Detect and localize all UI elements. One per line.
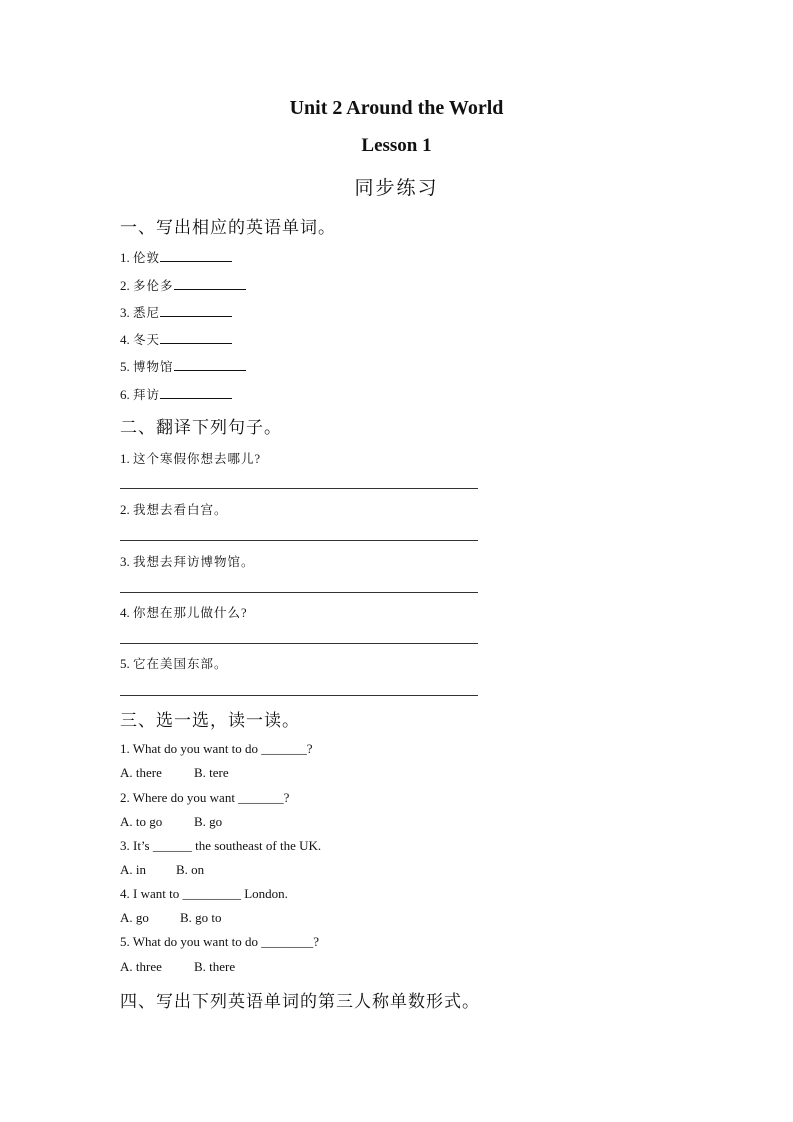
lesson-title: Lesson 1: [361, 135, 432, 156]
question-1: 1. What do you want to do _______?: [120, 741, 313, 756]
option-b[interactable]: B. on: [176, 862, 205, 877]
answer-line[interactable]: [120, 488, 478, 489]
item-text: 悉尼: [133, 306, 161, 320]
item-text: 它在美国东部。: [133, 657, 228, 671]
answer-blank[interactable]: [160, 304, 232, 317]
item-number: 4.: [120, 605, 130, 620]
item-text: 我想去拜访博物馆。: [133, 555, 255, 569]
item-number: 2.: [120, 502, 130, 517]
question-5: 5. What do you want to do ________?: [120, 934, 320, 949]
item-text: 我想去看白宫。: [133, 503, 228, 517]
answer-blank[interactable]: [174, 277, 246, 290]
item-number: 3.: [120, 554, 130, 569]
item-number: 5.: [120, 359, 130, 374]
answer-line[interactable]: [120, 592, 478, 593]
item-number: 1.: [120, 451, 130, 466]
section2-item-3: [120, 552, 255, 570]
item-text: 伦敦: [133, 251, 161, 265]
answer-line[interactable]: [120, 540, 478, 541]
question-4-options: [120, 910, 222, 926]
option-a[interactable]: A. go: [120, 910, 149, 925]
section1-item-2: [120, 276, 246, 294]
option-a[interactable]: A. three: [120, 959, 162, 974]
item-text: 多伦多: [133, 279, 174, 293]
section1-item-6: [120, 385, 232, 403]
section2-heading: 二、翻译下列句子。: [120, 418, 282, 437]
option-b[interactable]: B. tere: [194, 765, 229, 780]
item-text: 拜访: [133, 388, 161, 402]
item-text: 这个寒假你想去哪儿?: [133, 452, 262, 466]
question-2-options: [120, 814, 222, 830]
option-b[interactable]: B. go to: [180, 910, 222, 925]
section1-item-5: [120, 357, 246, 375]
item-text: 冬天: [133, 333, 161, 347]
option-b[interactable]: B. go: [194, 814, 223, 829]
option-b[interactable]: B. there: [194, 959, 236, 974]
option-a[interactable]: A. there: [120, 765, 162, 780]
item-number: 5.: [120, 656, 130, 671]
question-4: 4. I want to _________ London.: [120, 886, 288, 901]
answer-blank[interactable]: [160, 331, 232, 344]
item-number: 2.: [120, 278, 130, 293]
section2-item-2: [120, 500, 228, 518]
answer-line[interactable]: [120, 643, 478, 644]
section1-item-3: [120, 303, 232, 321]
section1-item-1: [120, 248, 232, 266]
question-5-options: [120, 959, 235, 975]
answer-line[interactable]: [120, 695, 478, 696]
item-number: 4.: [120, 332, 130, 347]
item-number: 6.: [120, 387, 130, 402]
section4-heading: 四、写出下列英语单词的第三人称单数形式。: [120, 992, 480, 1011]
item-text: 博物馆: [133, 360, 174, 374]
section2-item-1: [120, 449, 261, 467]
page-subtitle: 同步练习: [354, 178, 439, 199]
section3-heading: 三、选一选，读一读。: [120, 711, 300, 730]
question-2: 2. Where do you want _______?: [120, 790, 290, 805]
question-3-options: [120, 862, 204, 878]
option-a[interactable]: A. in: [120, 862, 146, 877]
item-number: 1.: [120, 250, 130, 265]
answer-blank[interactable]: [160, 249, 232, 262]
section1-heading: 一、写出相应的英语单词。: [120, 218, 336, 237]
answer-blank[interactable]: [160, 386, 232, 399]
option-a[interactable]: A. to go: [120, 814, 163, 829]
question-1-options: [120, 765, 229, 781]
section2-item-4: [120, 603, 248, 621]
answer-blank[interactable]: [174, 358, 246, 371]
item-number: 3.: [120, 305, 130, 320]
section1-item-4: [120, 330, 232, 348]
page-title: Unit 2 Around the World: [289, 97, 504, 119]
question-3: 3. It’s ______ the southeast of the UK.: [120, 838, 322, 853]
item-text: 你想在那儿做什么?: [133, 606, 248, 620]
section2-item-5: [120, 654, 228, 672]
